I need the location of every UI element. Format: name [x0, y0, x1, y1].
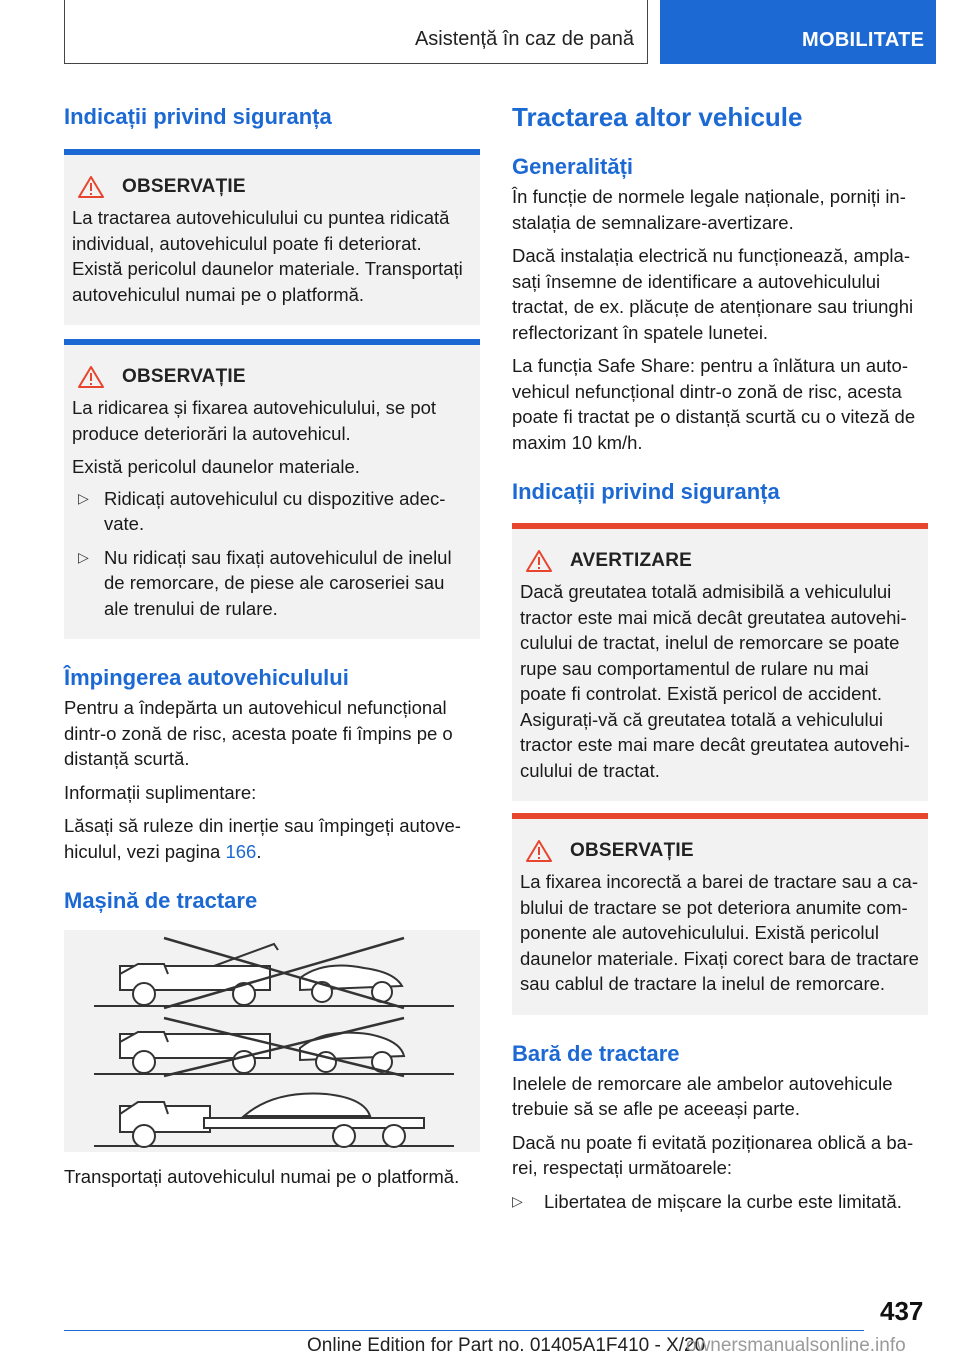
triangle-bullet-icon: ▷ — [512, 1192, 523, 1209]
right-column — [512, 96, 928, 1214]
general-heading: Generalități — [512, 154, 634, 179]
warning-text: Dacă greutatea totală admisibilă a vehiculului tractor este mai mică decât greutatea autovehiculului de tractat, inelul de remorcare se poate rupe sau comportamentul de rulare nu mai poate fi controlat. Există pericol de accident. Asigurați-vă că greutatea totală a vehiculului tractor este mai mare decât greutatea autovehiculului de tractat. — [520, 581, 910, 781]
notice-box-1 — [64, 149, 480, 325]
notice-header — [78, 175, 472, 199]
triangle-bullet-icon: ▷ — [78, 548, 89, 565]
general-paragraph: La funcția Safe Share: pentru a înlătura un autovehicul nefuncțional dintr-o zonă de risc, acesta poate fi tractat pe o distanță scurtă cu o viteză de maxim 10 km/h. — [512, 355, 916, 453]
towing-illustration — [64, 930, 480, 1152]
bullet-item — [512, 1189, 928, 1215]
figure-caption: Transportați autovehiculul numai pe o platformă. — [64, 1166, 460, 1187]
header-section-title: Asistență în caz de pană — [414, 28, 634, 50]
watermark-text: ownersmanualsonline.info — [686, 1335, 906, 1356]
edition-text: Online Edition for Part no. 01405A1F410 - X/20 — [307, 1335, 706, 1356]
tow-bar-paragraph: Inelele de remorcare ale ambelor autovehicule trebuie să se afle pe aceeași parte. — [512, 1072, 893, 1119]
push-paragraph — [64, 813, 480, 864]
notice-header — [78, 365, 472, 389]
push-text-end: . — [256, 840, 262, 862]
towtruck-heading: Mașină de tractare — [64, 888, 258, 913]
tow-bar-heading: Bară de tractare — [512, 1040, 680, 1066]
header-chapter-tab[interactable] — [660, 0, 936, 64]
warning-triangle-icon — [526, 839, 552, 863]
general-paragraph: În funcție de normele legale naționale, porniți instalația de semnalizare-avertizare. — [512, 186, 906, 233]
notice-text: La ridicarea și fixarea autovehiculului, se pot produce deteriorări la autovehicul. — [72, 397, 437, 444]
bullet-text: Nu ridicați sau fixați autovehiculul de inelul de remorcare, de piese ale caroseriei sau ale trenului de rulare. — [104, 546, 452, 619]
page-link[interactable]: 166 — [225, 840, 257, 862]
bullet-item — [72, 545, 472, 622]
notice-label: OBSERVAȚIE — [122, 176, 246, 197]
push-heading: Împingerea autovehiculului — [64, 665, 349, 690]
page-number: 437 — [880, 1296, 924, 1326]
footer-rule — [64, 1330, 864, 1331]
notice-box-2 — [64, 339, 480, 639]
notice-header — [526, 839, 920, 863]
left-column — [64, 96, 480, 1190]
tow-methods-drawing — [64, 930, 480, 1152]
safety-heading-left: Indicații privind siguranța — [64, 104, 332, 129]
warning-triangle-icon — [78, 365, 104, 389]
push-text: Lăsați să ruleze din inerție sau împingeți autovehiculul, vezi pagina — [64, 815, 461, 862]
bullet-text: Libertatea de mișcare la curbe este limitată. — [544, 1190, 902, 1212]
notice-box-3 — [512, 813, 928, 1015]
triangle-bullet-icon: ▷ — [78, 489, 89, 506]
notice-text: Există pericolul daunelor materiale. — [72, 456, 360, 477]
bullet-item — [72, 486, 472, 537]
warning-box — [512, 523, 928, 801]
notice-label: OBSERVAȚIE — [570, 840, 694, 861]
push-paragraph: Informații suplimentare: — [64, 781, 257, 803]
tow-bar-paragraph: Dacă nu poate fi evitată poziționarea oblică a barei, respectați următoarele: — [512, 1131, 914, 1178]
notice-text: La fixarea incorectă a barei de tractare sau a cablului de tractare se pot deteriora anumite componente ale autovehiculului. Există pericolul daunelor materiale. Fixați corect bara de tractare sau cablul de tractare la inelul de remorcare. — [520, 871, 919, 994]
warning-triangle-icon — [526, 549, 552, 573]
warning-triangle-icon — [78, 175, 104, 199]
general-paragraph: Dacă instalația electrică nu funcționează, amplasați însemne de identificare a autovehiculului tractat, de ex. plăcuțe de atenționare sau triunghi reflectorizant în spatele lunetei. — [512, 245, 914, 343]
warning-label: AVERTIZARE — [570, 550, 692, 571]
warning-header — [526, 549, 920, 573]
chapter-label: MOBILITATE — [802, 29, 925, 51]
towing-others-heading: Tractarea altor vehicule — [512, 102, 803, 132]
push-paragraph: Pentru a îndepărta un autovehicul nefuncțional dintr-o zonă de risc, acesta poate fi împins pe o distanță scurtă. — [64, 697, 453, 769]
bullet-text: Ridicați autovehiculul cu dispozitive adecvate. — [104, 487, 446, 534]
safety-heading-right: Indicații privind siguranța — [512, 479, 780, 504]
notice-text: La tractarea autovehiculului cu puntea ridicată individual, autovehiculul poate fi deteriorat. Există pericolul daunelor materiale. Transportați autovehiculul numai pe o platformă. — [72, 207, 463, 305]
notice-label: OBSERVAȚIE — [122, 366, 246, 387]
